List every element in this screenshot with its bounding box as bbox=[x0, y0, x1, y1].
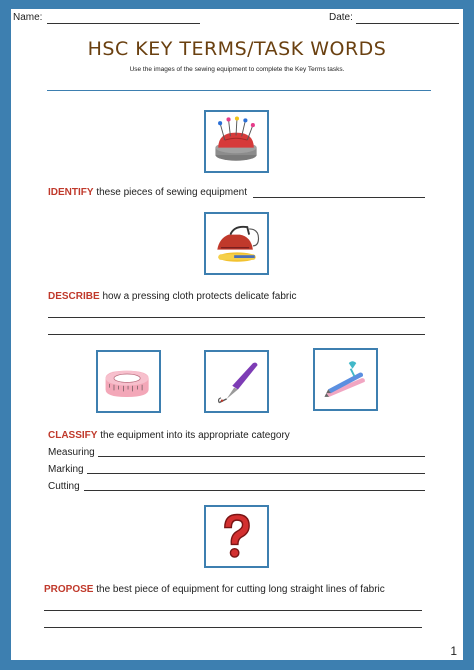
title-divider bbox=[47, 90, 431, 91]
pincushion-icon bbox=[206, 112, 267, 171]
describe-answer-line-1[interactable] bbox=[48, 317, 425, 318]
date-field[interactable] bbox=[356, 23, 459, 24]
question-mark-icon bbox=[206, 507, 267, 566]
page-number: 1 bbox=[450, 644, 457, 658]
fabric-markers-image bbox=[313, 348, 378, 411]
identify-text: these pieces of sewing equipment bbox=[93, 187, 247, 198]
describe-keyword: DESCRIBE bbox=[48, 291, 100, 302]
iron-image bbox=[204, 212, 269, 275]
page-title: HSC KEY TERMS/TASK WORDS bbox=[87, 38, 387, 60]
classify-row-cutting: Cutting bbox=[48, 481, 80, 492]
describe-text: how a pressing cloth protects delicate fabric bbox=[99, 291, 297, 302]
propose-answer-line-1[interactable] bbox=[44, 610, 422, 611]
classify-row-marking: Marking bbox=[48, 464, 84, 475]
propose-prompt bbox=[44, 584, 385, 595]
propose-text: the best piece of equipment for cutting long straight lines of fabric bbox=[93, 584, 385, 595]
tape-measure-icon bbox=[98, 352, 159, 411]
date-label: Date: bbox=[329, 12, 353, 23]
classify-text: the equipment into its appropriate category bbox=[97, 430, 290, 441]
identify-answer-line[interactable] bbox=[253, 197, 425, 198]
classify-row-measuring: Measuring bbox=[48, 447, 95, 458]
propose-answer-line-2[interactable] bbox=[44, 627, 422, 628]
measuring-answer-line[interactable] bbox=[98, 456, 425, 457]
seam-ripper-image bbox=[204, 350, 269, 413]
marking-answer-line[interactable] bbox=[87, 473, 425, 474]
worksheet-page bbox=[11, 9, 463, 660]
identify-prompt bbox=[48, 187, 247, 198]
fabric-markers-icon bbox=[315, 350, 376, 409]
pincushion-image bbox=[204, 110, 269, 173]
propose-keyword: PROPOSE bbox=[44, 584, 94, 595]
name-label: Name: bbox=[13, 12, 43, 23]
seam-ripper-icon bbox=[206, 352, 267, 411]
describe-answer-line-2[interactable] bbox=[48, 334, 425, 335]
identify-keyword: IDENTIFY bbox=[48, 187, 94, 198]
tape-measure-image bbox=[96, 350, 161, 413]
question-mark-image bbox=[204, 505, 269, 568]
classify-prompt bbox=[48, 430, 290, 441]
page-subtitle: Use the images of the sewing equipment to complete the Key Terms tasks. bbox=[129, 66, 345, 73]
describe-prompt bbox=[48, 291, 296, 302]
name-field[interactable] bbox=[47, 23, 200, 24]
iron-icon bbox=[206, 214, 267, 273]
cutting-answer-line[interactable] bbox=[84, 490, 425, 491]
classify-keyword: CLASSIFY bbox=[48, 430, 98, 441]
